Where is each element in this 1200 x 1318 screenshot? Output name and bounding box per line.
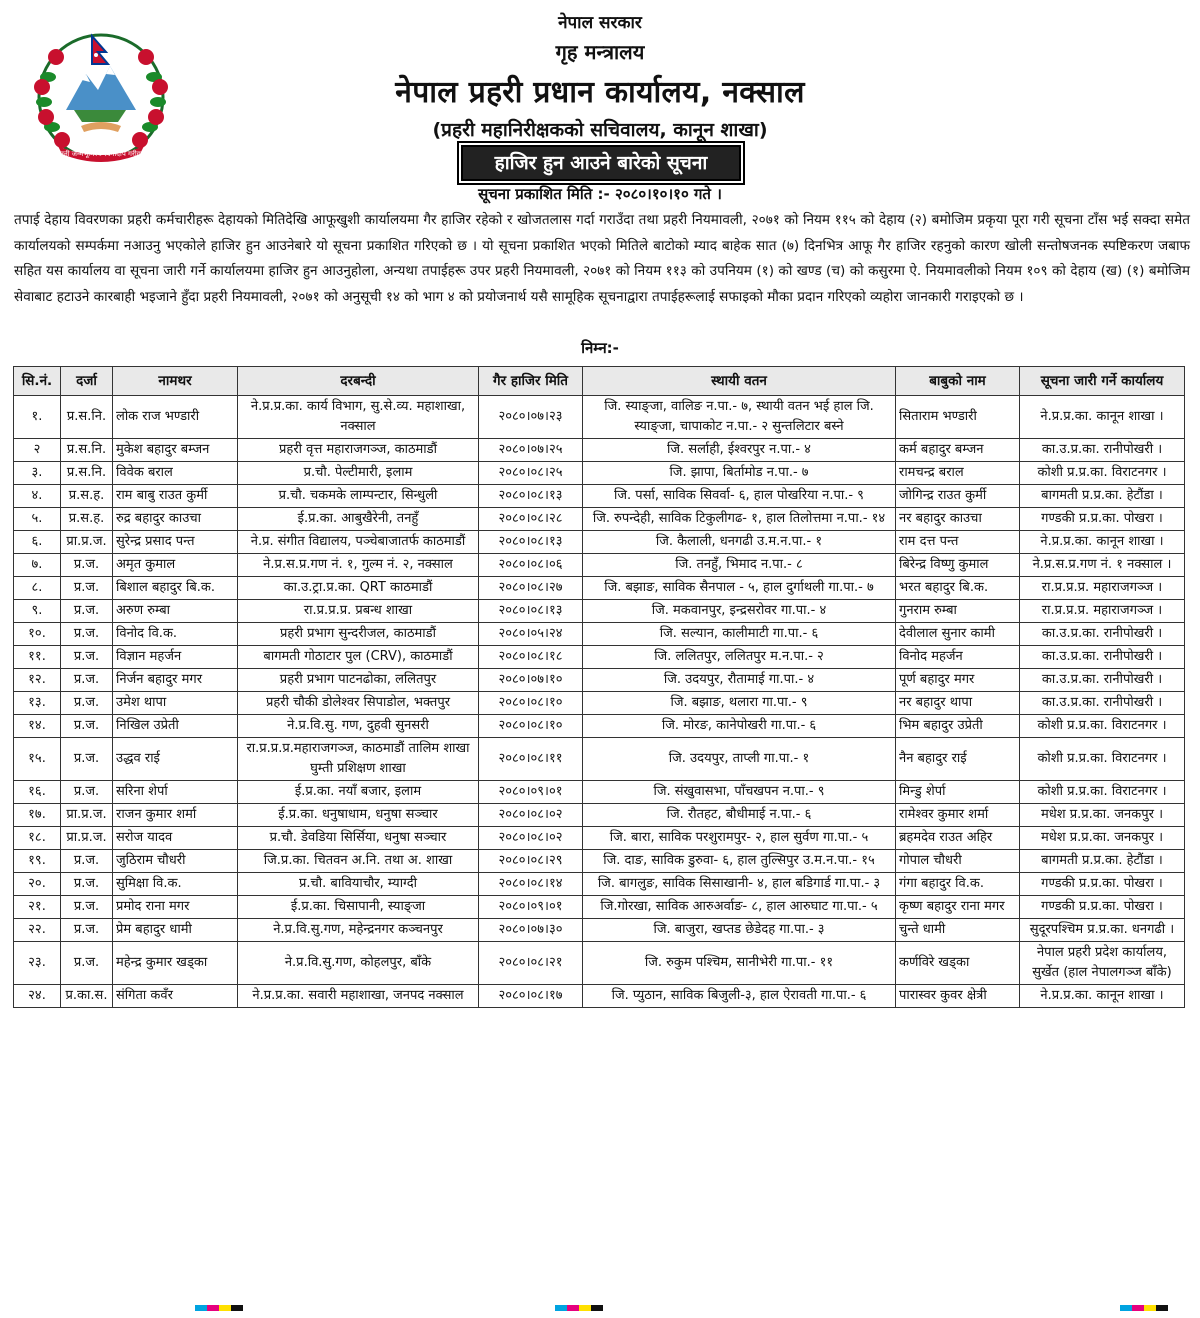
cell-name: लोक राज भण्डारी	[113, 396, 238, 439]
cell-post: प्रहरी वृत्त महाराजगञ्ज, काठमाडौं	[238, 439, 479, 462]
list-label: निम्न:-	[581, 339, 619, 357]
cell-name: बिशाल बहादुर बि.क.	[113, 577, 238, 600]
table-row	[14, 919, 1185, 942]
cell-rank: प्र.स.नि.	[61, 462, 113, 485]
cell-father: रामेश्वर कुमार शर्मा	[896, 804, 1020, 827]
cell-father: पारास्वर कुवर क्षेत्री	[896, 985, 1020, 1008]
cell-sn: १६.	[14, 781, 61, 804]
table-row	[14, 600, 1185, 623]
cell-office: रा.प्र.प्र.प्र. महाराजगञ्ज ।	[1020, 600, 1185, 623]
cell-address: जि. सर्लाही, ईश्वरपुर न.पा.- ४	[583, 439, 896, 462]
cell-sn: १०.	[14, 623, 61, 646]
cell-address: जि. बझाङ, थलारा गा.पा.- ९	[583, 692, 896, 715]
cell-father: राम दत्त पन्त	[896, 531, 1020, 554]
cell-name: रुद्र बहादुर काउचा	[113, 508, 238, 531]
col-header-father: बाबुको नाम	[896, 367, 1020, 396]
cell-rank: प्रा.प्र.ज.	[61, 531, 113, 554]
cell-office: रा.प्र.प्र.प्र. महाराजगञ्ज ।	[1020, 577, 1185, 600]
cell-date: २०८०।०८।२७	[479, 577, 583, 600]
cell-post: ई.प्र.का. आबुखैरेनी, तनहुँ	[238, 508, 479, 531]
col-header-sn: सि.नं.	[14, 367, 61, 396]
cell-sn: १३.	[14, 692, 61, 715]
cell-post: जि.प्र.का. चितवन अ.नि. तथा अ. शाखा	[238, 850, 479, 873]
cell-sn: ४.	[14, 485, 61, 508]
cell-father: नर बहादुर थापा	[896, 692, 1020, 715]
cell-address: जि. कैलाली, धनगढी उ.म.न.पा.- १	[583, 531, 896, 554]
cell-post: प्रहरी प्रभाग पाटनढोका, ललितपुर	[238, 669, 479, 692]
cell-office: कोशी प्र.प्र.का. विराटनगर ।	[1020, 781, 1185, 804]
cell-sn: २१.	[14, 896, 61, 919]
cell-date: २०८०।०८।१३	[479, 531, 583, 554]
cell-father: जोगिन्द्र राउत कुर्मी	[896, 485, 1020, 508]
table-row	[14, 715, 1185, 738]
cell-name: मुकेश बहादुर बम्जन	[113, 439, 238, 462]
notice-title: हाजिर हुन आउने बारेको सूचना	[461, 145, 741, 181]
cell-address: जि. पर्सा, साविक सिवर्वा- ६, हाल पोखरिया न.पा.- ९	[583, 485, 896, 508]
cell-name: अमृत कुमाल	[113, 554, 238, 577]
cell-address: जि. झापा, बिर्तामोड न.पा.- ७	[583, 462, 896, 485]
cell-post: प्र.चौ. पेल्टीमारी, इलाम	[238, 462, 479, 485]
cell-post: का.उ.ट्रा.प्र.का. QRT काठमाडौं	[238, 577, 479, 600]
table-row	[14, 896, 1185, 919]
cell-sn: ९.	[14, 600, 61, 623]
cell-name: सरिना शेर्पा	[113, 781, 238, 804]
cell-post: ई.प्र.का. धनुषाधाम, धनुषा सञ्चार	[238, 804, 479, 827]
table-row	[14, 942, 1185, 985]
cell-sn: १.	[14, 396, 61, 439]
cell-name: विनोद वि.क.	[113, 623, 238, 646]
table-row	[14, 508, 1185, 531]
cell-name: उमेश थापा	[113, 692, 238, 715]
cell-name: प्रमोद राना मगर	[113, 896, 238, 919]
cell-father: मिन्डु शेर्पा	[896, 781, 1020, 804]
cell-office: कोशी प्र.प्र.का. विराटनगर ।	[1020, 738, 1185, 781]
cell-date: २०८०।०८।२९	[479, 850, 583, 873]
table-row	[14, 623, 1185, 646]
cell-post: रा.प्र.प्र.प्र.महाराजगञ्ज, काठमाडौं तालिम शाखा घुम्ती प्रशिक्षण शाखा	[238, 738, 479, 781]
cell-address: जि. रुकुम पश्चिम, सानीभेरी गा.पा.- ११	[583, 942, 896, 985]
absentee-table	[13, 366, 1185, 1008]
government-name: नेपाल सरकार	[558, 13, 642, 33]
cell-post: रा.प्र.प्र.प्र. प्रबन्ध शाखा	[238, 600, 479, 623]
cell-sn: ८.	[14, 577, 61, 600]
cell-sn: २०.	[14, 873, 61, 896]
table-body	[14, 396, 1185, 1008]
cell-father: सिताराम भण्डारी	[896, 396, 1020, 439]
col-header-post: दरबन्दी	[238, 367, 479, 396]
cell-office: ने.प्र.प्र.का. कानून शाखा ।	[1020, 396, 1185, 439]
cell-rank: प्र.ज.	[61, 600, 113, 623]
cell-post: प्र.चौ. बावियाचौर, म्याग्दी	[238, 873, 479, 896]
cell-rank: प्र.ज.	[61, 781, 113, 804]
cell-address: जि. प्युठान, साविक बिजुली-३, हाल ऐरावती गा.पा.- ६	[583, 985, 896, 1008]
cell-sn: १७.	[14, 804, 61, 827]
cell-rank: प्र.ज.	[61, 919, 113, 942]
cell-office: ने.प्र.प्र.का. कानून शाखा ।	[1020, 985, 1185, 1008]
cell-address: जि. रुपन्देही, साविक टिकुलीगढ- १, हाल तिलोत्तमा न.पा.- १४	[583, 508, 896, 531]
cell-father: गोपाल चौधरी	[896, 850, 1020, 873]
cell-office: का.उ.प्र.का. रानीपोखरी ।	[1020, 669, 1185, 692]
cell-office: का.उ.प्र.का. रानीपोखरी ।	[1020, 692, 1185, 715]
cell-office: ने.प्र.प्र.का. कानून शाखा ।	[1020, 531, 1185, 554]
cell-name: सुमिक्षा वि.क.	[113, 873, 238, 896]
cell-date: २०८०।०८।१३	[479, 600, 583, 623]
cell-address: जि. सल्यान, कालीमाटी गा.पा.- ६	[583, 623, 896, 646]
cell-office: का.उ.प्र.का. रानीपोखरी ।	[1020, 646, 1185, 669]
cell-post: प्र.चौ. डेवडिया सिर्सिया, धनुषा सञ्चार	[238, 827, 479, 850]
cell-address: जि. स्याङ्जा, वालिङ न.पा.- ७, स्थायी वतन भई हाल जि. स्याङ्जा, चापाकोट न.पा.- २ सुन्तलिटार बस्ने	[583, 396, 896, 439]
cell-date: २०८०।०८।२५	[479, 462, 583, 485]
office-name: नेपाल प्रहरी प्रधान कार्यालय, नक्साल	[395, 75, 805, 110]
cell-rank: प्रा.प्र.ज.	[61, 827, 113, 850]
table-row	[14, 692, 1185, 715]
cell-name: संगिता कवँर	[113, 985, 238, 1008]
cell-address: जि. बागलुङ, साविक सिसाखानी- ४, हाल बडिगार्ड गा.पा.- ३	[583, 873, 896, 896]
cell-father: ब्रहमदेव राउत अहिर	[896, 827, 1020, 850]
cell-name: विज्ञान महर्जन	[113, 646, 238, 669]
cell-address: जि. बाजुरा, खप्तड छेडेदह गा.पा.- ३	[583, 919, 896, 942]
cell-name: निखिल उप्रेती	[113, 715, 238, 738]
cell-sn: २४.	[14, 985, 61, 1008]
table-row	[14, 781, 1185, 804]
cell-name: राम बाबु राउत कुर्मी	[113, 485, 238, 508]
table-row	[14, 396, 1185, 439]
cell-father: विनोद महर्जन	[896, 646, 1020, 669]
cell-address: जि. संखुवासभा, पाँचखपन न.पा.- ९	[583, 781, 896, 804]
cell-date: २०८०।०८।१७	[479, 985, 583, 1008]
table-row	[14, 850, 1185, 873]
cell-office: नेपाल प्रहरी प्रदेश कार्यालय, सुर्खेत (हाल नेपालगञ्ज बाँके)	[1020, 942, 1185, 985]
cell-date: २०८०।०८।१८	[479, 646, 583, 669]
cell-office: गण्डकी प्र.प्र.का. पोखरा ।	[1020, 896, 1185, 919]
table-row	[14, 985, 1185, 1008]
cell-rank: प्र.ज.	[61, 896, 113, 919]
table-row	[14, 462, 1185, 485]
cell-office: का.उ.प्र.का. रानीपोखरी ।	[1020, 623, 1185, 646]
cell-date: २०८०।०९।०१	[479, 896, 583, 919]
cell-father: नैन बहादुर राई	[896, 738, 1020, 781]
cell-father: कर्णविरे खड्का	[896, 942, 1020, 985]
cell-father: बिरेन्द्र विष्णु कुमाल	[896, 554, 1020, 577]
cell-address: जि. दाङ, साविक डुरुवा- ६, हाल तुल्सिपुर उ.म.न.पा.- १५	[583, 850, 896, 873]
cell-post: ने.प्र.वि.सु. गण, दुहवी सुनसरी	[238, 715, 479, 738]
cell-sn: २	[14, 439, 61, 462]
cell-office: का.उ.प्र.का. रानीपोखरी ।	[1020, 439, 1185, 462]
cell-date: २०८०।०८।१४	[479, 873, 583, 896]
cell-rank: प्र.ज.	[61, 738, 113, 781]
cell-office: मधेश प्र.प्र.का. जनकपुर ।	[1020, 827, 1185, 850]
cell-rank: प्र.ज.	[61, 554, 113, 577]
cell-rank: प्र.ज.	[61, 669, 113, 692]
cell-date: २०८०।०८।०२	[479, 804, 583, 827]
cell-father: रामचन्द्र बराल	[896, 462, 1020, 485]
cell-address: जि. मकवानपुर, इन्द्रसरोवर गा.पा.- ४	[583, 600, 896, 623]
cell-father: गुनराम रुम्बा	[896, 600, 1020, 623]
cell-address: जि. उदयपुर, ताप्ली गा.पा.- १	[583, 738, 896, 781]
cell-father: पूर्ण बहादुर मगर	[896, 669, 1020, 692]
cell-post: बागमती गोठाटार पुल (CRV), काठमाडौं	[238, 646, 479, 669]
cell-office: मधेश प्र.प्र.का. जनकपुर ।	[1020, 804, 1185, 827]
cell-father: भिम बहादुर उप्रेती	[896, 715, 1020, 738]
cell-name: राजन कुमार शर्मा	[113, 804, 238, 827]
cell-date: २०८०।०७।३०	[479, 919, 583, 942]
published-date: सूचना प्रकाशित मिति :- २०८०।१०।१० गते ।	[478, 185, 722, 203]
table-row	[14, 827, 1185, 850]
cell-office: कोशी प्र.प्र.का. विराटनगर ।	[1020, 462, 1185, 485]
cell-rank: प्र.ज.	[61, 715, 113, 738]
cell-sn: ७.	[14, 554, 61, 577]
cell-sn: २२.	[14, 919, 61, 942]
cell-sn: १५.	[14, 738, 61, 781]
cell-date: २०८०।०७।१०	[479, 669, 583, 692]
cell-post: ने.प्र. संगीत विद्यालय, पञ्चेबाजातर्फ काठमाडौं	[238, 531, 479, 554]
cell-date: २०८०।०८।११	[479, 738, 583, 781]
cell-post: ने.प्र.प्र.का. सवारी महाशाखा, जनपद नक्साल	[238, 985, 479, 1008]
cell-father: भरत बहादुर बि.क.	[896, 577, 1020, 600]
cell-rank: प्र.स.नि.	[61, 396, 113, 439]
cell-father: देवीलाल सुनार कामी	[896, 623, 1020, 646]
cell-post: ई.प्र.का. नयाँ बजार, इलाम	[238, 781, 479, 804]
col-header-office: सूचना जारी गर्ने कार्यालय	[1020, 367, 1185, 396]
cell-address: जि. बझाङ, साविक सैनपाल - ५, हाल दुर्गाथली गा.पा.- ७	[583, 577, 896, 600]
col-header-name: नामथर	[113, 367, 238, 396]
cell-address: जि. बारा, साविक परशुरामपुर- २, हाल सुर्वण गा.पा.- ५	[583, 827, 896, 850]
table-row	[14, 804, 1185, 827]
col-header-address: स्थायी वतन	[583, 367, 896, 396]
cell-sn: १४.	[14, 715, 61, 738]
cell-office: गण्डकी प्र.प्र.का. पोखरा ।	[1020, 873, 1185, 896]
cell-date: २०८०।०५।२४	[479, 623, 583, 646]
cell-office: सुदूरपश्चिम प्र.प्र.का. धनगढी ।	[1020, 919, 1185, 942]
cell-sn: ६.	[14, 531, 61, 554]
cell-date: २०८०।०७।२५	[479, 439, 583, 462]
cell-date: २०८०।०८।१०	[479, 692, 583, 715]
cell-date: २०८०।०८।१३	[479, 485, 583, 508]
table-row	[14, 669, 1185, 692]
cell-sn: १८.	[14, 827, 61, 850]
cell-sn: ११.	[14, 646, 61, 669]
cell-address: जि. उदयपुर, रौतामाई गा.पा.- ४	[583, 669, 896, 692]
cell-office: कोशी प्र.प्र.का. विराटनगर ।	[1020, 715, 1185, 738]
cell-date: २०८०।०८।०६	[479, 554, 583, 577]
cell-rank: प्र.स.ह.	[61, 508, 113, 531]
cell-sn: ३.	[14, 462, 61, 485]
cell-rank: प्र.ज.	[61, 646, 113, 669]
cell-post: ने.प्र.वि.सु.गण, कोहलपुर, बाँके	[238, 942, 479, 985]
table-row	[14, 873, 1185, 896]
table-row	[14, 554, 1185, 577]
cell-father: कर्म बहादुर बम्जन	[896, 439, 1020, 462]
cell-office: बागमती प्र.प्र.का. हेटौंडा ।	[1020, 850, 1185, 873]
cell-date: २०८०।०७।२३	[479, 396, 583, 439]
cell-office: बागमती प्र.प्र.का. हेटौंडा ।	[1020, 485, 1185, 508]
cell-date: २०८०।०९।०१	[479, 781, 583, 804]
cell-name: सरोज यादव	[113, 827, 238, 850]
cell-address: जि. ललितपुर, ललितपुर म.न.पा.- २	[583, 646, 896, 669]
cell-date: २०८०।०८।२८	[479, 508, 583, 531]
cell-rank: प्र.ज.	[61, 942, 113, 985]
ministry-name: गृह मन्त्रालय	[555, 40, 645, 64]
cell-office: ने.प्र.स.प्र.गण नं. १ नक्साल ।	[1020, 554, 1185, 577]
cell-name: निर्जन बहादुर मगर	[113, 669, 238, 692]
table-row	[14, 531, 1185, 554]
table-row	[14, 485, 1185, 508]
cell-post: प्र.चौ. चकमके लाम्पन्टार, सिन्धुली	[238, 485, 479, 508]
cell-sn: २३.	[14, 942, 61, 985]
table-row	[14, 738, 1185, 781]
cell-address: जि. तनहुँ, भिमाद न.पा.- ८	[583, 554, 896, 577]
cell-father: गंगा बहादुर वि.क.	[896, 873, 1020, 896]
cell-name: विवेक बराल	[113, 462, 238, 485]
cell-name: उद्धव राई	[113, 738, 238, 781]
section-name: (प्रहरी महानिरीक्षकको सचिवालय, कानून शाखा)	[432, 119, 768, 141]
table-row	[14, 646, 1185, 669]
cell-post: ने.प्र.प्र.का. कार्य विभाग, सु.से.व्य. महाशाखा, नक्साल	[238, 396, 479, 439]
cell-rank: प्र.ज.	[61, 692, 113, 715]
cell-address: जि. रौतहट, बौधीमाई न.पा.- ६	[583, 804, 896, 827]
cell-date: २०८०।०८।२१	[479, 942, 583, 985]
cell-rank: प्र.स.ह.	[61, 485, 113, 508]
col-header-rank: दर्जा	[61, 367, 113, 396]
intro-paragraph: तपाई देहाय विवरणका प्रहरी कर्मचारीहरू देहायको मितिदेखि आफूखुशी कार्यालयमा गैर हाजिर रहेको र खोजतलास गर्दा गराउँदा तथा प्रहरी नियमावली, २०७१ को नियम ११५ को देहाय (२) बमोजिम प्रकृया पूरा गरी सूचना टाँस भई सक्दा समेत कार्यालयको सम्पर्कमा नआउनु भएकोले हाजिर हुन आउनेबारे यो सूचना प्रकाशित गरिएको छ । यो सूचना प्रकाशित भएको मितिले बाटोको म्याद बाहेक सात (७) दिनभित्र आफू गैर हाजिर रहनुको कारण खोली सन्तोषजनक स्पष्टिकरण जबाफ सहित यस कार्यालय वा सूचना जारी गर्ने कार्यालयमा हाजिर हुन आउनुहोला, अन्यथा तपाईहरू उपर प्रहरी नियमावली, २०७१ को नियम ११३ को उपनियम (१) को खण्ड (च) को कसुरमा ऐ. नियमावलीको नियम १०९ को देहाय (ख) (१) बमोजिम सेवाबाट हटाउने कारबाही भइजाने हुँदा प्रहरी नियमावली, २०७१ को अनुसूची १४ को भाग ४ को प्रयोजनार्थ यसै सामूहिक सूचनाद्वारा तपाईहरूलाई सफाइको मौका प्रदान गरिएको व्यहोरा जानकारी गराइएको छ ।	[14, 212, 1190, 305]
cell-post: प्रहरी प्रभाग सुन्दरीजल, काठमाडौं	[238, 623, 479, 646]
cell-father: कृष्ण बहादुर राना मगर	[896, 896, 1020, 919]
cell-date: २०८०।०८।०२	[479, 827, 583, 850]
notice-header	[0, 0, 1200, 206]
cell-address: जि. मोरङ, कानेपोखरी गा.पा.- ६	[583, 715, 896, 738]
cell-name: जुठिराम चौधरी	[113, 850, 238, 873]
cell-post: ई.प्र.का. चिसापानी, स्याङ्जा	[238, 896, 479, 919]
cell-office: गण्डकी प्र.प्र.का. पोखरा ।	[1020, 508, 1185, 531]
table-row	[14, 577, 1185, 600]
cell-rank: प्र.ज.	[61, 850, 113, 873]
table-header-row	[14, 367, 1185, 396]
cell-rank: प्र.ज.	[61, 873, 113, 896]
cell-sn: १९.	[14, 850, 61, 873]
cell-rank: प्रा.प्र.ज.	[61, 804, 113, 827]
cell-post: प्रहरी चौकी डोलेश्वर सिपाडोल, भक्तपुर	[238, 692, 479, 715]
cell-name: प्रेम बहादुर धामी	[113, 919, 238, 942]
cell-rank: प्र.स.नि.	[61, 439, 113, 462]
cell-name: अरुण रुम्बा	[113, 600, 238, 623]
table-row	[14, 439, 1185, 462]
cell-father: चुन्ते धामी	[896, 919, 1020, 942]
cell-address: जि.गोरखा, साविक आरुअर्वाङ- ८, हाल आरुघाट गा.पा.- ५	[583, 896, 896, 919]
cell-rank: प्र.ज.	[61, 623, 113, 646]
cell-post: ने.प्र.वि.सु.गण, महेन्द्रनगर कञ्चनपुर	[238, 919, 479, 942]
cell-rank: प्र.का.स.	[61, 985, 113, 1008]
cell-name: महेन्द्र कुमार खड्का	[113, 942, 238, 985]
cell-name: सुरेन्द्र प्रसाद पन्त	[113, 531, 238, 554]
col-header-date: गैर हाजिर मिति	[479, 367, 583, 396]
cell-father: नर बहादुर काउचा	[896, 508, 1020, 531]
cell-sn: ५.	[14, 508, 61, 531]
cell-rank: प्र.ज.	[61, 577, 113, 600]
svg-text:जननी जन्मभूमिश्च स्वर्गादपि गर: जननी जन्मभूमिश्च स्वर्गादपि गरीयसी	[54, 150, 148, 158]
cell-post: ने.प्र.स.प्र.गण नं. १, गुल्म नं. २, नक्साल	[238, 554, 479, 577]
cell-sn: १२.	[14, 669, 61, 692]
cell-date: २०८०।०८।१०	[479, 715, 583, 738]
